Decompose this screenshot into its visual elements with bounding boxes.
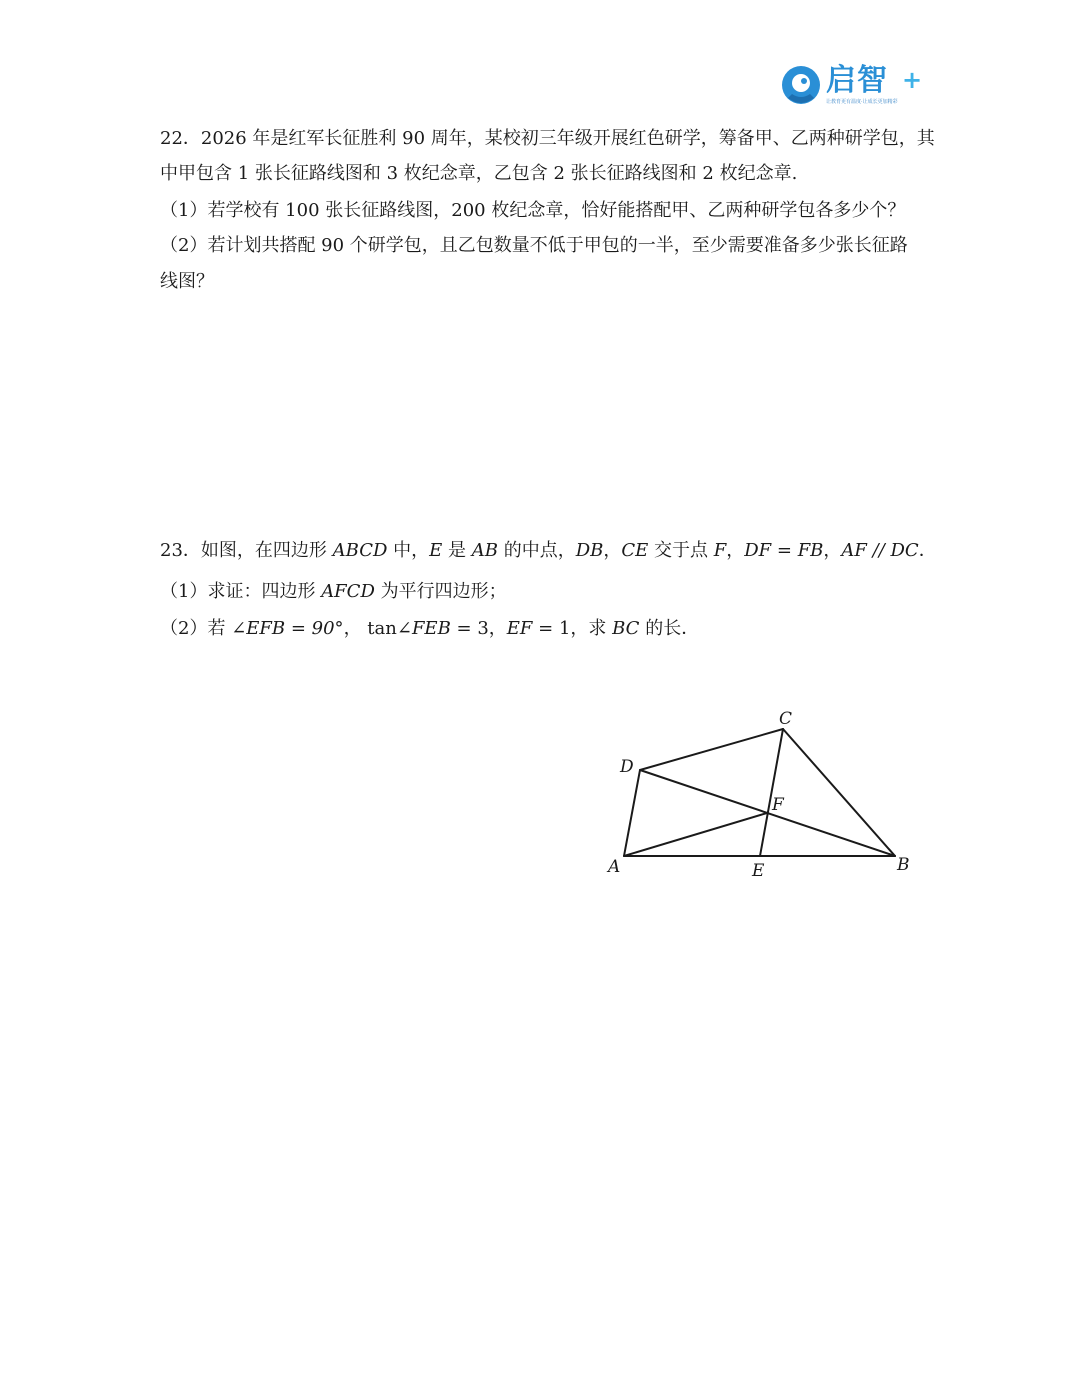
logo-subtitle: 让教育更有温度·让成长更加精彩 [826,99,898,105]
point-label-d: D [620,757,634,777]
logo-plus: + [902,66,923,94]
q23-part-2-text: = 3， [450,618,507,639]
q23-stem-text: 中， [387,540,430,561]
q23-stem-text: 的中点， [497,540,576,561]
point-label-f: F [772,795,784,815]
brand-logo [780,62,930,108]
math-afcd: AFCD [321,581,375,602]
math-bc: BC [612,618,640,639]
point-label-a: A [608,857,621,877]
math-feb: FEB [411,618,451,639]
math-angle-efb: ∠EFB = 90° [231,618,344,639]
point-label-b: B [897,855,910,875]
q23-part-1-text: （1）求证：四边形 [160,581,322,602]
q23-stem-text: ． [918,540,937,561]
segment-af [624,813,767,856]
q23-part-1-text: 为平行四边形； [374,581,507,602]
point-label-e: E [752,861,765,881]
q22-line-1: 22．2026 年是红军长征胜利 90 周年，某校初三年级开展红色研学，筹备甲、乙两种研学包，其 [160,128,935,149]
segment-ad [624,770,640,856]
q23-part-2-text: ， tan∠ [343,618,412,639]
math-e: E [429,540,443,561]
q23-part-2-text: = 1，求 [532,618,613,639]
segment-dc [640,729,783,770]
q23-stem-text: ， [603,540,622,561]
q22-part-2-line-1: （2）若计划共搭配 90 个研学包，且乙包数量不低于甲包的一半，至少需要准备多少张长征路 [160,235,908,256]
q23-part-2-text: 的长． [639,618,700,639]
math-df-eq-fb: DF = FB [744,540,824,561]
q23-part-1 [160,579,507,605]
q23-stem-text: 交于点 [648,540,714,561]
math-af-parallel-dc: AF // DC [841,540,919,561]
point-label-c: C [779,709,793,729]
q23-stem [160,538,937,564]
math-ab: AB [471,540,498,561]
q23-stem-text: 23．如图，在四边形 [160,540,333,561]
logo-text: 启智 [826,63,888,98]
q23-part-2-text: （2）若 [160,618,232,639]
q23-stem-text: ， [823,540,842,561]
q23-stem-text: ， [726,540,745,561]
math-abcd: ABCD [332,540,388,561]
q22-part-2-line-2: 线图？ [160,271,214,292]
q23-stem-text: 是 [442,540,472,561]
q23-part-2 [160,616,699,642]
geometry-figure [600,700,930,890]
q22-part-1: （1）若学校有 100 张长征路线图，200 枚纪念章，恰好能搭配甲、乙两种研学包各多少个？ [160,200,906,221]
math-ce: CE [621,540,649,561]
math-f: F [713,540,727,561]
segment-ce [760,729,783,856]
logo-mark-icon [780,64,822,106]
math-db: DB [575,540,604,561]
q22-line-2: 中甲包含 1 张长征路线图和 3 枚纪念章，乙包含 2 张长征路线图和 2 枚纪念章. [160,163,798,184]
math-ef: EF [506,618,533,639]
